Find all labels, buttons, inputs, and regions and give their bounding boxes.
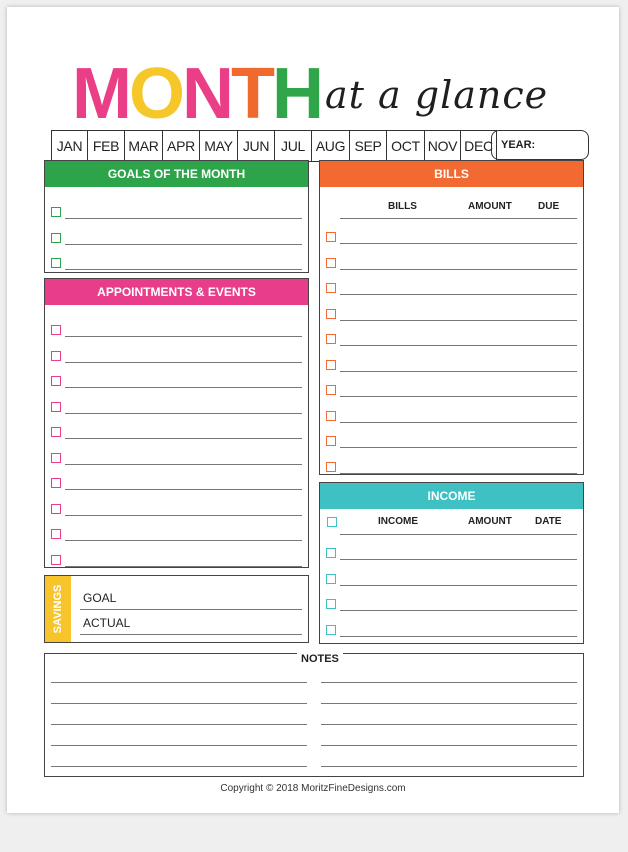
bills-title: BILLS xyxy=(434,167,469,181)
appointment-line[interactable] xyxy=(65,336,302,337)
month-may[interactable]: MAY xyxy=(199,130,238,162)
savings-goal-label: GOAL xyxy=(83,591,117,605)
appointment-line[interactable] xyxy=(65,489,302,490)
bill-line[interactable] xyxy=(340,269,577,270)
income-col-income: INCOME xyxy=(378,516,418,527)
bill-line[interactable] xyxy=(340,396,577,397)
notes-line[interactable] xyxy=(321,766,577,767)
notes-line[interactable] xyxy=(321,682,577,683)
bills-col-bills: BILLS xyxy=(388,201,417,212)
notes-line[interactable] xyxy=(321,745,577,746)
savings-label: SAVINGS xyxy=(52,584,64,634)
appointments-title: APPOINTMENTS & EVENTS xyxy=(97,285,256,299)
appointment-checkbox[interactable] xyxy=(51,351,61,361)
month-sep[interactable]: SEP xyxy=(349,130,387,162)
bill-checkbox[interactable] xyxy=(326,462,336,472)
appointment-line[interactable] xyxy=(65,515,302,516)
bill-line[interactable] xyxy=(340,422,577,423)
income-checkbox[interactable] xyxy=(326,574,336,584)
bills-header xyxy=(320,161,583,187)
title-letter: M xyxy=(72,54,129,134)
income-checkbox[interactable] xyxy=(326,548,336,558)
savings-tab xyxy=(45,576,71,642)
bill-checkbox[interactable] xyxy=(326,385,336,395)
month-jan[interactable]: JAN xyxy=(51,130,88,162)
bill-line[interactable] xyxy=(340,294,577,295)
appointment-line[interactable] xyxy=(65,566,302,567)
income-checkbox[interactable] xyxy=(327,517,337,527)
appointments-section xyxy=(44,278,309,568)
bill-checkbox[interactable] xyxy=(326,411,336,421)
bills-section xyxy=(319,160,584,475)
title-letter: H xyxy=(271,54,321,134)
notes-line[interactable] xyxy=(51,766,307,767)
bill-checkbox[interactable] xyxy=(326,436,336,446)
title-letter: O xyxy=(128,54,182,134)
income-col-date: DATE xyxy=(535,516,562,527)
goal-checkbox[interactable] xyxy=(51,233,61,243)
year-field[interactable] xyxy=(491,130,589,160)
title-letter: N xyxy=(182,54,231,134)
notes-line[interactable] xyxy=(51,724,307,725)
appointment-checkbox[interactable] xyxy=(51,529,61,539)
bill-checkbox[interactable] xyxy=(326,258,336,268)
month-aug[interactable]: AUG xyxy=(311,130,350,162)
bill-line[interactable] xyxy=(340,243,577,244)
bill-line[interactable] xyxy=(340,447,577,448)
appointment-checkbox[interactable] xyxy=(51,453,61,463)
month-selector xyxy=(51,130,497,162)
income-line[interactable] xyxy=(340,559,577,560)
goals-header xyxy=(45,161,308,187)
income-title: INCOME xyxy=(427,489,476,503)
notes-section xyxy=(44,653,584,777)
savings-section xyxy=(44,575,309,643)
bill-checkbox[interactable] xyxy=(326,283,336,293)
notes-line[interactable] xyxy=(51,682,307,683)
bill-line[interactable] xyxy=(340,473,577,474)
year-label: YEAR: xyxy=(501,139,536,151)
income-section xyxy=(319,482,584,644)
goal-checkbox[interactable] xyxy=(51,207,61,217)
bill-checkbox[interactable] xyxy=(326,309,336,319)
bill-line[interactable] xyxy=(340,371,577,372)
at-a-glance-script: at a glance xyxy=(325,73,549,117)
appointment-checkbox[interactable] xyxy=(51,555,61,565)
bills-col-due: DUE xyxy=(538,201,560,212)
savings-actual-label: ACTUAL xyxy=(83,616,131,630)
bill-line[interactable] xyxy=(340,345,577,346)
month-feb[interactable]: FEB xyxy=(87,130,125,162)
appointment-checkbox[interactable] xyxy=(51,504,61,514)
appointment-line[interactable] xyxy=(65,387,302,388)
bills-col-amount: AMOUNT xyxy=(468,201,512,212)
appointment-checkbox[interactable] xyxy=(51,402,61,412)
month-jun[interactable]: JUN xyxy=(237,130,275,162)
month-jul[interactable]: JUL xyxy=(274,130,312,162)
income-line[interactable] xyxy=(340,585,577,586)
appointment-checkbox[interactable] xyxy=(51,376,61,386)
notes-line[interactable] xyxy=(321,703,577,704)
planner-page xyxy=(7,7,619,813)
appointment-checkbox[interactable] xyxy=(51,325,61,335)
goal-line[interactable] xyxy=(65,269,302,270)
title-letter: T xyxy=(231,54,272,134)
goals-title: GOALS OF THE MONTH xyxy=(107,167,246,181)
bill-line[interactable] xyxy=(340,320,577,321)
savings-actual-line[interactable] xyxy=(80,634,302,635)
bill-checkbox[interactable] xyxy=(326,334,336,344)
income-header-line xyxy=(340,534,577,535)
notes-line[interactable] xyxy=(321,724,577,725)
income-checkbox[interactable] xyxy=(326,599,336,609)
appointment-line[interactable] xyxy=(65,362,302,363)
month-nov[interactable]: NOV xyxy=(424,130,461,162)
income-line[interactable] xyxy=(340,636,577,637)
income-line[interactable] xyxy=(340,610,577,611)
income-header xyxy=(320,483,583,509)
goal-line[interactable] xyxy=(65,244,302,245)
income-col-amount: AMOUNT xyxy=(468,516,512,527)
month-title xyxy=(72,54,321,134)
copyright: Copyright © 2018 MoritzFineDesigns.com xyxy=(220,783,406,794)
appointment-line[interactable] xyxy=(65,540,302,541)
appointment-checkbox[interactable] xyxy=(51,478,61,488)
appointments-header xyxy=(45,279,308,305)
appointment-line[interactable] xyxy=(65,413,302,414)
appointment-line[interactable] xyxy=(65,464,302,465)
month-mar[interactable]: MAR xyxy=(124,130,163,162)
savings-goal-line[interactable] xyxy=(80,609,302,610)
notes-line[interactable] xyxy=(51,745,307,746)
goal-line[interactable] xyxy=(65,218,302,219)
month-oct[interactable]: OCT xyxy=(386,130,425,162)
bill-checkbox[interactable] xyxy=(326,232,336,242)
month-dec[interactable]: DEC xyxy=(460,130,497,162)
notes-title: NOTES xyxy=(297,653,343,665)
month-apr[interactable]: APR xyxy=(162,130,200,162)
bills-header-line xyxy=(340,218,577,219)
income-checkbox[interactable] xyxy=(326,625,336,635)
bill-checkbox[interactable] xyxy=(326,360,336,370)
goals-section xyxy=(44,160,309,273)
notes-line[interactable] xyxy=(51,703,307,704)
goal-checkbox[interactable] xyxy=(51,258,61,268)
appointment-line[interactable] xyxy=(65,438,302,439)
appointment-checkbox[interactable] xyxy=(51,427,61,437)
